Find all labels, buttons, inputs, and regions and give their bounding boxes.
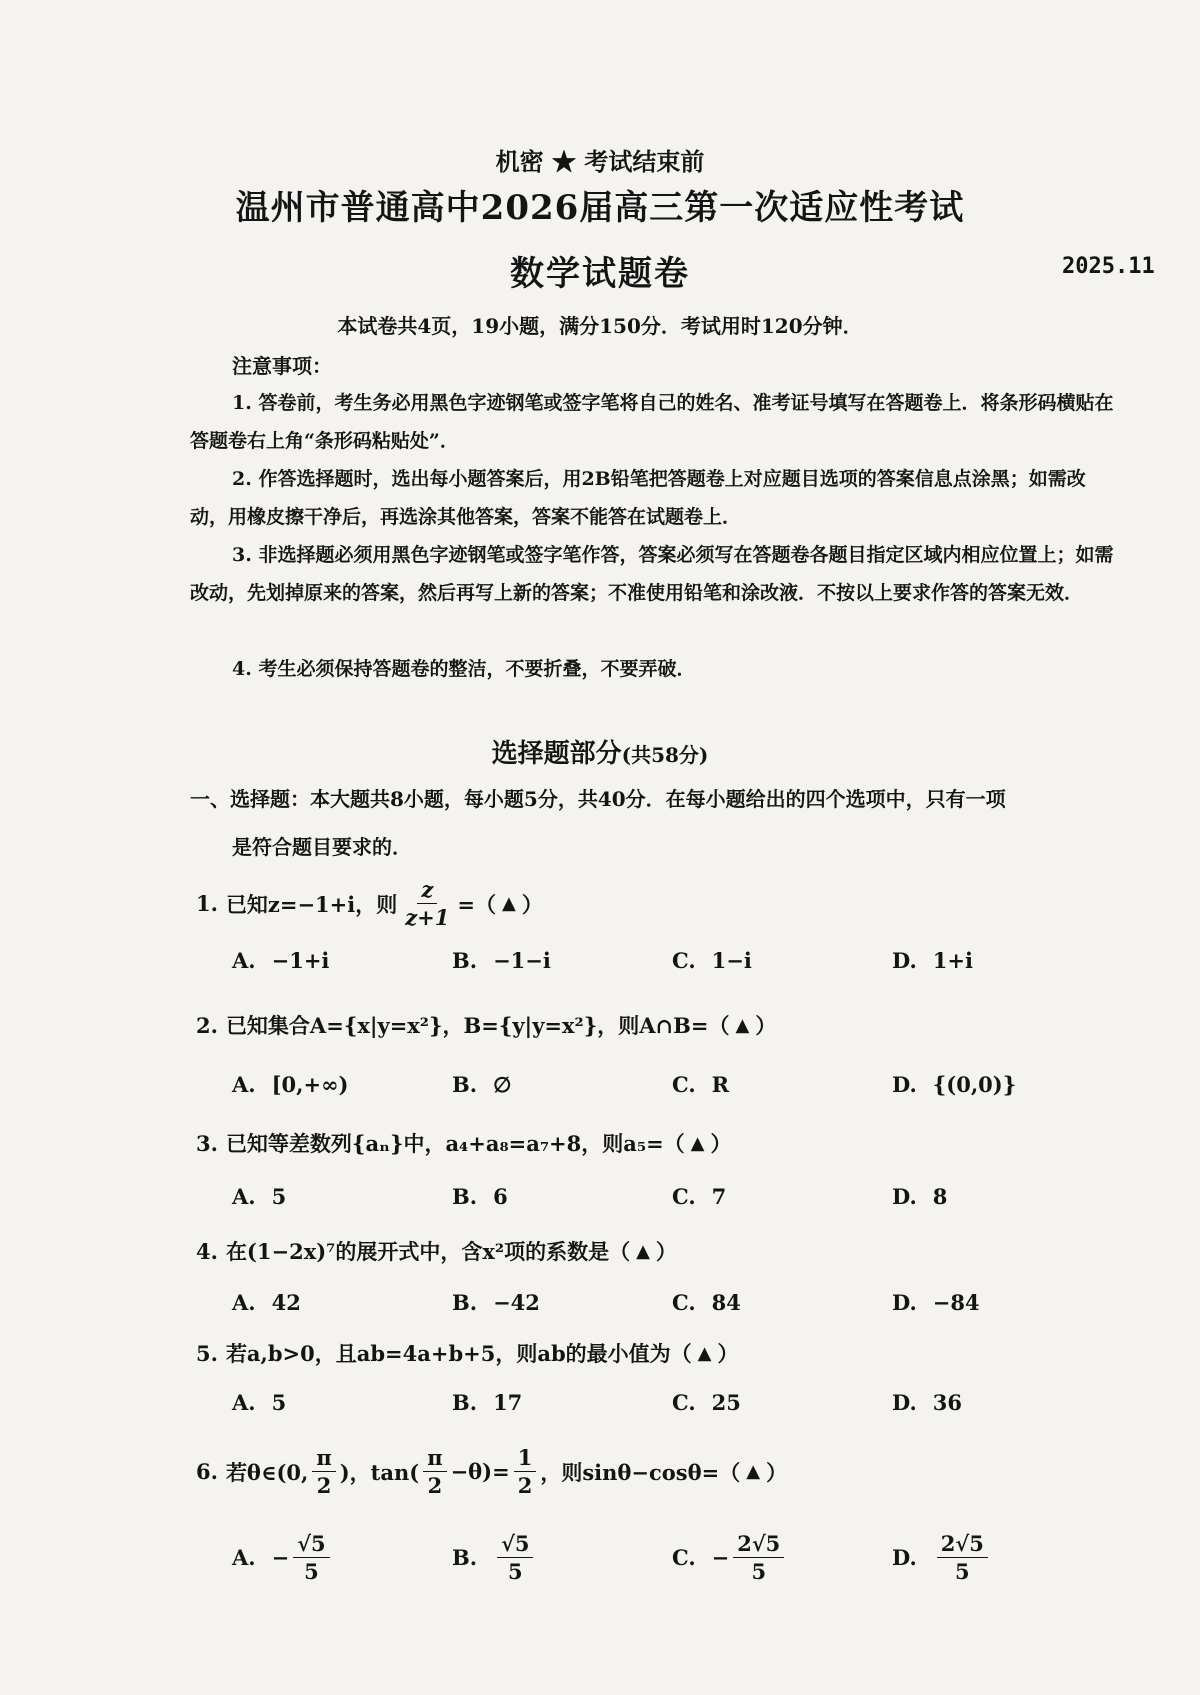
q6-option-c: [672, 1532, 788, 1583]
q6-option-b: [452, 1532, 537, 1583]
question-text: ）: [766, 1459, 788, 1485]
option-label: D.: [892, 948, 917, 973]
q3-option-a: [232, 1184, 286, 1209]
question-4: [196, 1236, 677, 1266]
fraction-denominator: 2: [517, 1473, 533, 1499]
option-sign: −: [711, 1545, 730, 1571]
fraction-numerator: π: [312, 1446, 335, 1472]
q6-option-a: [232, 1532, 334, 1583]
question-text: ）: [710, 1131, 732, 1156]
answer-triangle-icon: ▲: [735, 1014, 750, 1036]
question-5: [196, 1338, 738, 1368]
option-value: 5: [271, 1184, 287, 1209]
question-number: 5.: [196, 1340, 218, 1366]
option-sign: −: [271, 1545, 290, 1571]
exam-date: 2025.11: [1062, 254, 1155, 279]
option-value: −84: [932, 1290, 980, 1315]
fraction: [293, 1532, 329, 1583]
option-value: 36: [932, 1390, 963, 1415]
question-number: 3.: [196, 1130, 218, 1156]
fraction: [514, 1446, 537, 1497]
fraction: [401, 878, 453, 929]
q4-option-b: [452, 1290, 540, 1315]
fraction-numerator: 2√5: [937, 1532, 988, 1558]
answer-triangle-icon: ▲: [697, 1342, 712, 1364]
q1-option-a: [232, 948, 329, 973]
fraction-numerator: √5: [497, 1532, 533, 1558]
fraction-numerator: z: [417, 878, 437, 904]
option-value: 5: [271, 1390, 287, 1415]
option-label: D.: [892, 1290, 917, 1315]
option-label: A.: [232, 1184, 256, 1209]
q2-option-b: [452, 1072, 511, 1097]
option-value: {(0,0)}: [932, 1072, 1017, 1097]
note-item-2: 2. 作答选择题时，选出每小题答案后，用2B铅笔把答题卷上对应题目选项的答案信息点涂黑；如需改动，用橡皮擦干净后，再选涂其他答案，答案不能答在试题卷上．: [190, 468, 1086, 528]
option-value: 1+i: [932, 948, 973, 973]
option-value: [0,+∞): [271, 1072, 349, 1097]
option-value: 17: [493, 1390, 523, 1415]
section-intro: [190, 775, 1130, 871]
fraction: [497, 1532, 533, 1583]
fraction-denominator: z+1: [405, 905, 450, 931]
option-label: A.: [232, 948, 256, 973]
q1-option-d: [892, 948, 973, 973]
answer-triangle-icon: ▲: [502, 893, 516, 915]
fraction-numerator: 1: [514, 1446, 537, 1472]
question-text: ）: [655, 1239, 677, 1264]
option-label: C.: [672, 1390, 696, 1415]
q6-option-d: [892, 1532, 992, 1583]
option-label: A.: [232, 1290, 256, 1315]
question-text: ，则sinθ−cosθ=（: [540, 1459, 741, 1485]
option-value: 1−i: [711, 948, 752, 973]
question-text: 已知等差数列{aₙ}中，a₄+a₈=a₇+8，则a₅=（: [225, 1131, 685, 1156]
fraction: [312, 1446, 335, 1497]
q3-option-b: [452, 1184, 508, 1209]
answer-triangle-icon: ▲: [746, 1461, 761, 1483]
fraction-denominator: 5: [954, 1559, 970, 1585]
option-value: −1+i: [271, 948, 330, 973]
question-number: 2.: [196, 1012, 218, 1038]
fraction-denominator: 2: [427, 1473, 443, 1499]
q5-option-a: [232, 1390, 286, 1415]
option-value: 84: [711, 1290, 741, 1315]
option-label: C.: [672, 1184, 696, 1209]
question-text: 已知z=−1+i，则: [225, 891, 398, 917]
question-number: 6.: [196, 1459, 218, 1485]
note-item-3: 3. 非选择题必须用黑色字迹钢笔或签字笔作答，答案必须写在答题卷各题目指定区域内相应位置上；如需改动，先划掉原来的答案，然后再写上新的答案；不准使用铅笔和涂改液．不按以上要求作答的答案无效．: [190, 544, 1114, 604]
fraction-numerator: 2√5: [733, 1532, 784, 1558]
confidential-label: 机密 ★ 考试结束前: [495, 147, 705, 176]
option-label: B.: [452, 948, 478, 973]
question-1: [196, 878, 543, 929]
question-text: ）: [755, 1013, 777, 1038]
option-value: 42: [271, 1290, 301, 1315]
q3-option-d: [892, 1184, 947, 1209]
question-text: ）: [717, 1341, 739, 1366]
question-number: 1.: [196, 891, 218, 917]
option-label: C.: [672, 1290, 696, 1315]
fraction-numerator: π: [423, 1446, 446, 1472]
fraction-denominator: 5: [751, 1559, 767, 1585]
q5-option-b: [452, 1390, 522, 1415]
option-label: C.: [672, 1545, 696, 1571]
section-title: [0, 733, 1200, 770]
question-text: =（: [457, 891, 496, 917]
option-label: D.: [892, 1072, 917, 1097]
q2-option-a: [232, 1072, 349, 1097]
option-label: D.: [892, 1390, 917, 1415]
question-text: 在(1−2x)⁷的展开式中，含x²项的系数是（: [225, 1239, 631, 1264]
question-text: 若a,b>0，且ab=4a+b+5，则ab的最小值为（: [225, 1341, 692, 1366]
question-text: )，tan(: [339, 1459, 420, 1485]
fraction-denominator: 5: [304, 1559, 319, 1585]
option-label: D.: [892, 1545, 917, 1571]
option-value: 8: [932, 1184, 948, 1209]
section-intro-line1: 一、选择题：本大题共8小题，每小题5分，共40分．在每小题给出的四个选项中，只有一项: [190, 787, 1006, 811]
option-label: C.: [672, 1072, 696, 1097]
option-value: −42: [493, 1290, 540, 1315]
question-text: 已知集合A={x|y=x²}，B={y|y=x²}，则A∩B=（: [225, 1013, 730, 1038]
option-label: A.: [232, 1390, 256, 1415]
fraction: [937, 1532, 988, 1583]
question-6: [196, 1446, 787, 1497]
option-label: D.: [892, 1184, 917, 1209]
q5-option-c: [672, 1390, 741, 1415]
question-3: [196, 1128, 732, 1158]
fraction-denominator: 2: [316, 1473, 332, 1499]
question-text: 若θ∈(0,: [225, 1459, 309, 1485]
option-label: A.: [232, 1072, 256, 1097]
exam-info: 本试卷共4页，19小题，满分150分．考试用时120分钟．: [337, 314, 863, 338]
option-value: 6: [493, 1184, 508, 1209]
question-text: ）: [521, 891, 543, 917]
note-item-1: 1. 答卷前，考生务必用黑色字迹钢笔或签字笔将自己的姓名、准考证号填写在答题卷上．将条形码横贴在答题卷右上角“条形码粘贴处”．: [190, 392, 1114, 452]
option-label: B.: [452, 1184, 478, 1209]
option-label: B.: [452, 1390, 478, 1415]
section-title-text: 选择题部分: [491, 739, 622, 769]
answer-triangle-icon: ▲: [690, 1132, 705, 1154]
question-2: [196, 1010, 776, 1040]
answer-triangle-icon: ▲: [636, 1240, 650, 1262]
exam-subtitle: 数学试题卷: [510, 254, 690, 294]
option-value: 25: [711, 1390, 741, 1415]
section-intro-line2: 是符合题目要求的．: [232, 835, 412, 859]
q4-option-c: [672, 1290, 741, 1315]
note-item-4: 4. 考生必须保持答题卷的整洁，不要折叠，不要弄破．: [232, 658, 696, 680]
question-number: 4.: [196, 1238, 218, 1264]
q5-option-d: [892, 1390, 962, 1415]
q1-option-c: [672, 948, 752, 973]
notes-heading: 注意事项：: [232, 354, 332, 378]
option-label: A.: [232, 1545, 256, 1571]
question-text: −θ)=: [450, 1459, 510, 1485]
option-value: −1−i: [493, 948, 551, 973]
exam-title: 温州市普通高中2026届高三第一次适应性考试: [235, 188, 965, 228]
option-value: ∅: [493, 1072, 512, 1097]
fraction: [733, 1532, 784, 1583]
option-label: B.: [452, 1072, 478, 1097]
option-label: B.: [452, 1290, 478, 1315]
q2-option-c: [672, 1072, 729, 1097]
option-label: B.: [452, 1545, 478, 1571]
q2-option-d: [892, 1072, 1016, 1097]
option-label: C.: [672, 948, 696, 973]
option-value: 7: [711, 1184, 727, 1209]
section-points: (共58分): [621, 743, 709, 767]
q1-option-b: [452, 948, 551, 973]
option-value: R: [711, 1072, 730, 1097]
fraction-denominator: 5: [507, 1559, 523, 1585]
fraction: [423, 1446, 446, 1497]
q3-option-c: [672, 1184, 726, 1209]
q4-option-a: [232, 1290, 301, 1315]
fraction-numerator: √5: [293, 1532, 329, 1558]
q4-option-d: [892, 1290, 980, 1315]
